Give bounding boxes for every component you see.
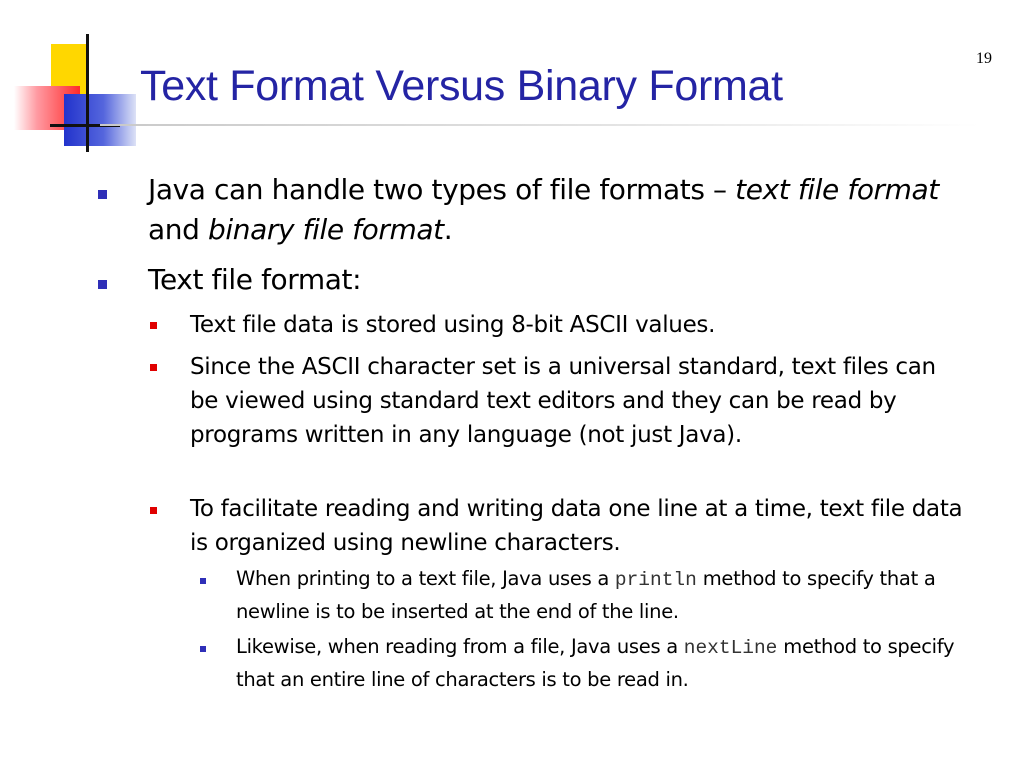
bullet-marker — [150, 507, 157, 514]
slide-number: 19 — [976, 50, 992, 67]
slide-title: Text Format Versus Binary Format — [140, 62, 783, 110]
bullet-marker — [98, 280, 107, 289]
bullet-marker — [200, 578, 206, 584]
println-code: println — [614, 569, 697, 591]
binary-file-format-term: binary file format — [207, 213, 444, 246]
bullet-marker — [150, 364, 157, 371]
bullet-list: Java can handle two types of file formats – text file format and binary file format. Text file format: Text file data is stored using 8-bit ASCII values. Since the ASCII character set is a universal standard, text files can be viewed using standard text editors and they can be read by programs written in any language (not just Java). To facilitate reading and writing data one line at a time, text file data is organized using newline characters. When printing to a text file, Java uses a println method to specify that a newline is to be inserted at the end of the line. Likewise, when reading from a file, Java uses a nextLine method to specify that an entire line of characters is to be read in. — [0, 0, 1024, 768]
bullet-marker — [200, 646, 206, 652]
nextline-code: nextLine — [683, 637, 778, 659]
text-file-format-term: text file format — [735, 173, 939, 206]
bullet-marker — [98, 190, 107, 199]
bullet-marker — [150, 322, 157, 329]
